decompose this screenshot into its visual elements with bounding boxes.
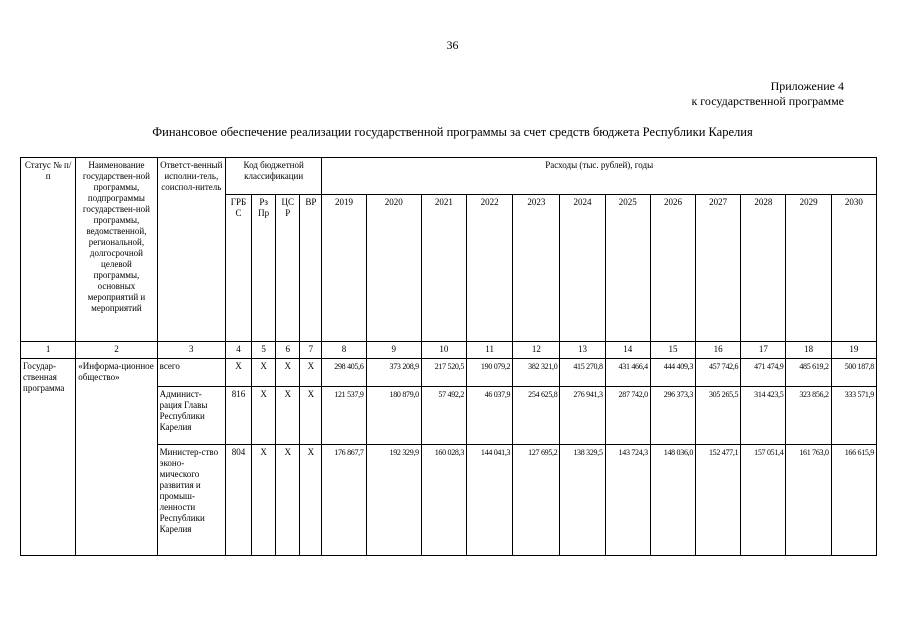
row-code-vr: X — [300, 359, 322, 387]
row-code-rzpr: X — [252, 359, 276, 387]
column-index: 8 — [322, 342, 366, 359]
row-value: 276 941,3 — [560, 387, 605, 445]
row-value: 148 036,0 — [650, 445, 695, 556]
row-code-vr: X — [300, 445, 322, 556]
header-year: 2025 — [605, 195, 650, 342]
column-index: 7 — [300, 342, 322, 359]
appendix-note — [691, 79, 844, 109]
row-value: 444 409,3 — [650, 359, 695, 387]
header-year: 2019 — [322, 195, 366, 342]
row-responsible: Админист-рация Главы Республики Карелия — [157, 387, 225, 445]
header-code-rzpr: Рз Пр — [252, 195, 276, 342]
header-responsible: Ответст-венный исполни-тель, соиспол-нитель — [157, 158, 225, 342]
header-code-grbs: ГРБ С — [225, 195, 251, 342]
header-expenses: Расходы (тыс. рублей), годы — [322, 158, 877, 195]
financial-table — [20, 157, 877, 556]
row-value: 305 265,5 — [696, 387, 741, 445]
row-code-rzpr: X — [252, 445, 276, 556]
header-year: 2027 — [696, 195, 741, 342]
column-index: 5 — [252, 342, 276, 359]
row-value: 254 625,8 — [513, 387, 560, 445]
row-value: 166 615,9 — [831, 445, 876, 556]
header-year: 2024 — [560, 195, 605, 342]
row-value: 287 742,0 — [605, 387, 650, 445]
row-code-csr: X — [276, 387, 300, 445]
header-status: Статус № п/п — [21, 158, 76, 342]
row-program-name: «Информа-ционное общество» — [76, 359, 157, 556]
column-index: 11 — [467, 342, 513, 359]
column-index: 2 — [76, 342, 157, 359]
row-value: 46 037,9 — [467, 387, 513, 445]
row-code-grbs: X — [225, 359, 251, 387]
header-budget-code: Код бюджетной классификации — [225, 158, 321, 195]
column-index-row — [21, 342, 877, 359]
column-index: 6 — [276, 342, 300, 359]
row-value: 431 466,4 — [605, 359, 650, 387]
row-value: 382 321,0 — [513, 359, 560, 387]
header-code-csr: ЦС Р — [276, 195, 300, 342]
row-value: 485 619,2 — [786, 359, 831, 387]
header-year: 2022 — [467, 195, 513, 342]
header-year: 2030 — [831, 195, 876, 342]
row-value: 500 187,8 — [831, 359, 876, 387]
row-code-vr: X — [300, 387, 322, 445]
row-value: 323 856,2 — [786, 387, 831, 445]
column-index: 14 — [605, 342, 650, 359]
column-index: 9 — [366, 342, 421, 359]
row-value: 121 537,9 — [322, 387, 366, 445]
row-value: 180 879,0 — [366, 387, 421, 445]
table-row — [21, 359, 877, 387]
page-number: 36 — [446, 38, 459, 52]
row-value: 157 051,4 — [741, 445, 786, 556]
column-index: 16 — [696, 342, 741, 359]
header-year: 2023 — [513, 195, 560, 342]
row-value: 314 423,5 — [741, 387, 786, 445]
column-index: 18 — [786, 342, 831, 359]
row-value: 373 208,9 — [366, 359, 421, 387]
header-name: Наименование государствен-ной программы, подпрограммы государствен-ной программы, ведомственной, региональной, долгосрочной целевой программы, основных мероприятий и мероприятий — [76, 158, 157, 342]
row-value: 471 474,9 — [741, 359, 786, 387]
row-value: 160 028,3 — [421, 445, 466, 556]
column-index: 3 — [157, 342, 225, 359]
row-code-rzpr: X — [252, 387, 276, 445]
row-value: 333 571,9 — [831, 387, 876, 445]
row-value: 144 041,3 — [467, 445, 513, 556]
column-index: 12 — [513, 342, 560, 359]
header-year: 2021 — [421, 195, 466, 342]
row-value: 176 867,7 — [322, 445, 366, 556]
row-value: 138 329,5 — [560, 445, 605, 556]
row-value: 457 742,6 — [696, 359, 741, 387]
row-code-csr: X — [276, 445, 300, 556]
row-value: 152 477,1 — [696, 445, 741, 556]
row-value: 190 079,2 — [467, 359, 513, 387]
column-index: 4 — [225, 342, 251, 359]
column-index: 10 — [421, 342, 466, 359]
column-index: 1 — [21, 342, 76, 359]
row-value: 415 270,8 — [560, 359, 605, 387]
appendix-line-1: Приложение 4 — [770, 79, 844, 93]
column-index: 17 — [741, 342, 786, 359]
row-code-grbs: 804 — [225, 445, 251, 556]
row-value: 298 405,6 — [322, 359, 366, 387]
row-value: 192 329,9 — [366, 445, 421, 556]
column-index: 13 — [560, 342, 605, 359]
appendix-line-2: к государственной программе — [691, 94, 844, 108]
column-index: 15 — [650, 342, 695, 359]
row-responsible: Министер-ство эконо-мического развития и промыш-ленности Республики Карелия — [157, 445, 225, 556]
row-status: Государ-ственная программа — [21, 359, 76, 556]
row-value: 127 695,2 — [513, 445, 560, 556]
header-year: 2020 — [366, 195, 421, 342]
document-title: Финансовое обеспечение реализации государственной программы за счет средств бюджета Республики Карелия — [152, 125, 753, 139]
column-index: 19 — [831, 342, 876, 359]
row-value: 161 763,0 — [786, 445, 831, 556]
header-year: 2026 — [650, 195, 695, 342]
row-code-csr: X — [276, 359, 300, 387]
header-code-vr: ВР — [300, 195, 322, 342]
row-responsible: всего — [157, 359, 225, 387]
row-value: 143 724,3 — [605, 445, 650, 556]
header-year: 2028 — [741, 195, 786, 342]
row-value: 296 373,3 — [650, 387, 695, 445]
row-value: 217 520,5 — [421, 359, 466, 387]
row-value: 57 492,2 — [421, 387, 466, 445]
header-year: 2029 — [786, 195, 831, 342]
row-code-grbs: 816 — [225, 387, 251, 445]
